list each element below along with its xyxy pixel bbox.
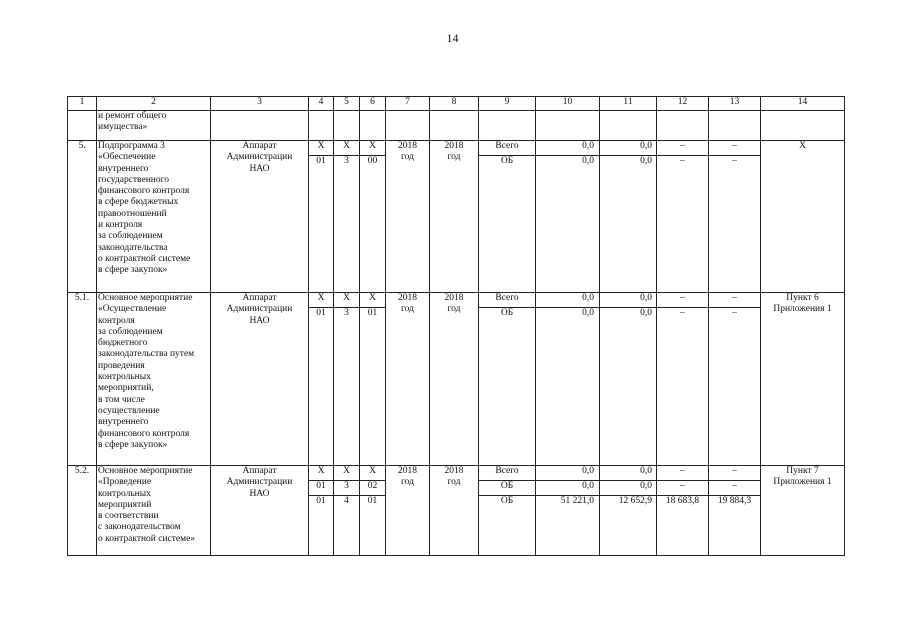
row-number: 5.	[68, 141, 97, 293]
value-col-11: 0,0	[600, 293, 657, 308]
executor: Аппарат Администрации НАО	[211, 466, 309, 556]
code-col-5: X	[334, 293, 360, 308]
result-ref: X	[761, 141, 845, 293]
code-col-6: X	[360, 466, 386, 481]
header-row	[68, 97, 845, 111]
value-col-12: –	[657, 308, 709, 466]
code-col-4: 01	[309, 308, 334, 466]
value-col-12: –	[657, 156, 709, 293]
value-col-10: 0,0	[536, 308, 600, 466]
cont-cell-6	[360, 111, 386, 141]
code-col-4: X	[309, 141, 334, 156]
funding-source: ОБ	[479, 481, 536, 496]
value-col-10: 0,0	[536, 481, 600, 496]
cont-name-cell: и ремонт общего имущества»	[97, 111, 211, 141]
cont-cell-5	[334, 111, 360, 141]
value-col-12: –	[657, 293, 709, 308]
value-col-13: –	[709, 308, 761, 466]
header-cell-1: 1	[68, 97, 97, 111]
code-col-4: X	[309, 293, 334, 308]
cont-cell-7	[386, 111, 430, 141]
code-col-5: 3	[334, 481, 360, 496]
code-col-6: 00	[360, 156, 386, 293]
header-cell-5: 5	[334, 97, 360, 111]
measure-name: Подпрограмма 3 «Обеспечение внутреннего государственного финансового контроля в сфере бюджетных правоотношений и контроля за соблюдением законодательства о контрактной системе в сфере закупок»	[97, 141, 211, 293]
code-col-6: X	[360, 293, 386, 308]
cont-cell-11	[600, 111, 657, 141]
start-year: 2018 год	[386, 293, 430, 466]
value-col-13: –	[709, 481, 761, 496]
end-year: 2018 год	[430, 141, 479, 293]
code-col-5: 3	[334, 156, 360, 293]
cont-cell-8	[430, 111, 479, 141]
cont-cell-9	[479, 111, 536, 141]
header-cell-11: 11	[600, 97, 657, 111]
start-year: 2018 год	[386, 466, 430, 556]
executor: Аппарат Администрации НАО	[211, 141, 309, 293]
value-col-13: 19 884,3	[709, 496, 761, 556]
funding-source: Всего	[479, 141, 536, 156]
cont-cell-4	[309, 111, 334, 141]
value-col-10: 0,0	[536, 293, 600, 308]
value-col-11: 0,0	[600, 156, 657, 293]
program-table	[67, 96, 845, 556]
cont-cell-10	[536, 111, 600, 141]
code-col-5: X	[334, 141, 360, 156]
header-cell-10: 10	[536, 97, 600, 111]
code-col-5: 4	[334, 496, 360, 556]
code-col-6: X	[360, 141, 386, 156]
code-col-5: 3	[334, 308, 360, 466]
code-col-6: 02	[360, 481, 386, 496]
value-col-10: 51 221,0	[536, 496, 600, 556]
header-cell-14: 14	[761, 97, 845, 111]
result-ref: Пункт 7 Приложения 1	[761, 466, 845, 556]
header-cell-3: 3	[211, 97, 309, 111]
continuation-row	[68, 111, 845, 141]
cont-cell-3	[211, 111, 309, 141]
header-cell-9: 9	[479, 97, 536, 111]
code-col-5: X	[334, 466, 360, 481]
funding-source: Всего	[479, 466, 536, 481]
page-number: 14	[446, 31, 459, 45]
code-col-6: 01	[360, 308, 386, 466]
code-col-4: X	[309, 466, 334, 481]
value-col-11: 0,0	[600, 481, 657, 496]
value-col-10: 0,0	[536, 466, 600, 481]
code-col-6: 01	[360, 496, 386, 556]
end-year: 2018 год	[430, 293, 479, 466]
value-col-12: –	[657, 481, 709, 496]
value-col-12: 18 683,8	[657, 496, 709, 556]
header-cell-12: 12	[657, 97, 709, 111]
header-cell-13: 13	[709, 97, 761, 111]
table-row	[68, 466, 845, 481]
measure-name: Основное мероприятие «Проведение контрольных мероприятий в соответствии с законодательством о контрактной системе»	[97, 466, 211, 556]
end-year: 2018 год	[430, 466, 479, 556]
header-cell-6: 6	[360, 97, 386, 111]
code-col-4: 01	[309, 156, 334, 293]
funding-source: ОБ	[479, 156, 536, 293]
value-col-11: 0,0	[600, 308, 657, 466]
table-row	[68, 141, 845, 156]
header-cell-4: 4	[309, 97, 334, 111]
header-cell-7: 7	[386, 97, 430, 111]
funding-source: ОБ	[479, 308, 536, 466]
result-ref: Пункт 6 Приложения 1	[761, 293, 845, 466]
code-col-4: 01	[309, 481, 334, 496]
cont-cell-14	[761, 111, 845, 141]
executor: Аппарат Администрации НАО	[211, 293, 309, 466]
code-col-4: 01	[309, 496, 334, 556]
value-col-10: 0,0	[536, 156, 600, 293]
value-col-13: –	[709, 466, 761, 481]
value-col-13: –	[709, 156, 761, 293]
value-col-11: 0,0	[600, 141, 657, 156]
cont-cell-13	[709, 111, 761, 141]
row-number: 5.2.	[68, 466, 97, 556]
value-col-13: –	[709, 141, 761, 156]
value-col-11: 0,0	[600, 466, 657, 481]
cont-num-cell	[68, 111, 97, 141]
header-cell-2: 2	[97, 97, 211, 111]
cont-cell-12	[657, 111, 709, 141]
table-row	[68, 293, 845, 308]
start-year: 2018 год	[386, 141, 430, 293]
value-col-12: –	[657, 141, 709, 156]
value-col-13: –	[709, 293, 761, 308]
value-col-12: –	[657, 466, 709, 481]
header-cell-8: 8	[430, 97, 479, 111]
row-number: 5.1.	[68, 293, 97, 466]
funding-source: Всего	[479, 293, 536, 308]
value-col-11: 12 652,9	[600, 496, 657, 556]
value-col-10: 0,0	[536, 141, 600, 156]
measure-name: Основное мероприятие «Осуществление контроля за соблюдением бюджетного законодательства путем проведения контрольных мероприятий, в том числе осуществление внутреннего финансового контроля в сфере закупок»	[97, 293, 211, 466]
funding-source: ОБ	[479, 496, 536, 556]
